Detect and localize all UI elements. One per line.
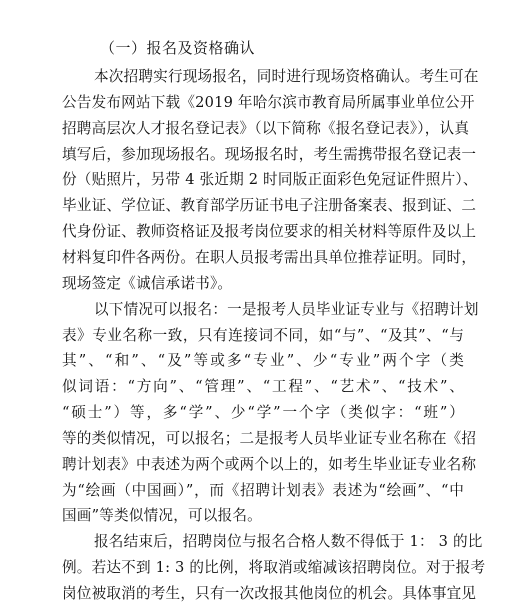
paragraph-2-line-8: 为“绘画（中国画）”，而《招聘计划表》表述为“绘画”、“中: [62, 481, 464, 499]
paragraph-3-line-1: 报名结束后，招聘岗位与报名合格人数不得低于 1： 3 的比: [94, 533, 483, 551]
paragraph-1-line-2: 公告发布网站下载《2019 年哈尔滨市教育局所属事业单位公开: [62, 93, 475, 111]
paragraph-1-line-1: 本次招聘实行现场报名，同时进行现场资格确认。考生可在: [94, 68, 479, 85]
paragraph-3-line-2: 例。若达不到 1: 3 的比例，将取消或缩减该招聘岗位。对于报考: [62, 559, 486, 577]
paragraph-1-line-5: 份（贴照片，另带 4 张近期 2 时同版正面彩色免冠证件照片）、: [62, 171, 478, 189]
paragraph-1-line-4: 填写后，参加现场报名。现场报名时，考生需携带报名登记表一: [62, 145, 477, 163]
paragraph-1-line-9: 现场签定《诚信承诺书》。: [62, 274, 233, 292]
paragraph-2-line-9: 国画”等类似情况，可以报名。: [62, 507, 262, 525]
paragraph-1-line-7: 代身份证、教师资格证及报考岗位要求的相关材料等原件及以上: [62, 223, 477, 241]
paragraph-3-line-3: 岗位被取消的考生，只有一次改报其他岗位的机会。具体事宜见: [62, 585, 477, 602]
paragraph-2-line-5: “硕士”）等，多“学”、少“学”一个字（类似字：“班”）: [62, 404, 464, 422]
paragraph-2-line-2: 表》专业名称一致，只有连接词不同，如“与”、“及其”、“与: [62, 326, 464, 344]
paragraph-1-line-6: 毕业证、学位证、教育部学历证书电子注册备案表、报到证、二: [62, 197, 477, 215]
paragraph-2-line-4: 似词语：“方向”、“管理”、“工程”、“艺术”、“技术”、: [62, 378, 464, 396]
paragraph-1-line-3: 招聘高层次人才报名登记表》（以下简称《报名登记表》），认真: [62, 119, 470, 137]
paragraph-2-line-6: 等的类似情况，可以报名；二是报考人员毕业证专业名称在《招: [62, 429, 477, 447]
paragraph-2-line-7: 聘计划表》中表述为两个或两个以上的，如考生毕业证专业名称: [62, 455, 477, 473]
paragraph-1-line-8: 材料复印件各两份。在职人员报考需出具单位推荐证明。同时，: [62, 248, 477, 266]
paragraph-2-line-1: 以下情况可以报名：一是报考人员毕业证专业与《招聘计划: [94, 300, 479, 318]
section-heading: （一）报名及资格确认: [100, 39, 256, 57]
paragraph-2-line-3: 其”、“和”、“及”等或多“专业”、少“专业”两个字（类: [62, 352, 464, 370]
